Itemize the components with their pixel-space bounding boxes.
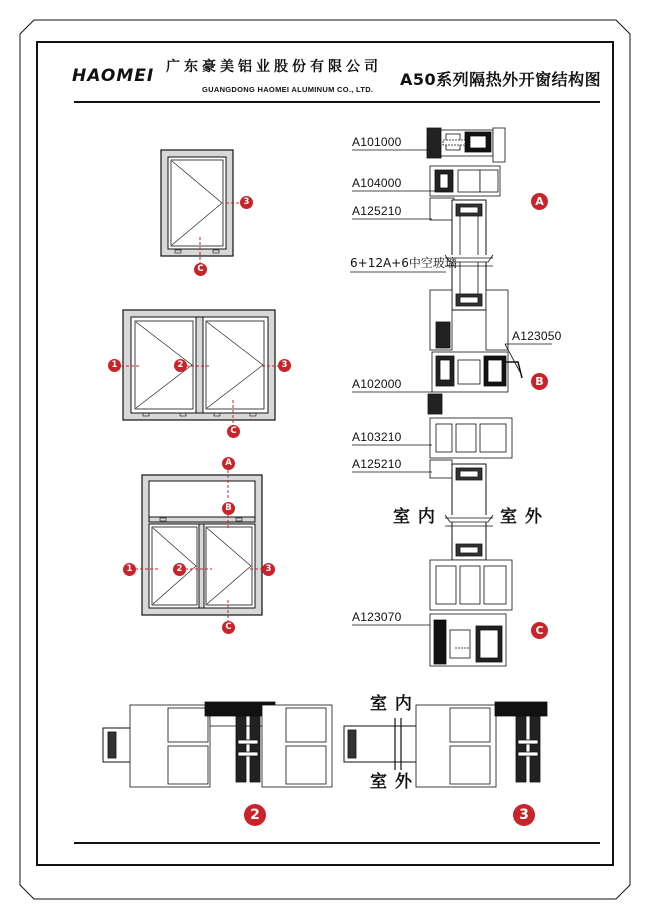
code-a125210-mid: A125210 <box>352 457 402 471</box>
code-a123070: A123070 <box>352 610 402 624</box>
vertical-section <box>427 128 522 666</box>
code-a125210-top: A125210 <box>352 204 402 218</box>
marker-a-elev3: A <box>222 457 235 470</box>
elevation-transom-casement <box>135 470 270 624</box>
marker-2-elev2: 2 <box>174 359 187 372</box>
indoor-label-horizontal: 室 内 <box>370 694 413 714</box>
marker-3-horizontal: 3 <box>513 804 535 826</box>
horizontal-section <box>103 702 547 787</box>
marker-c-elev1: C <box>194 263 207 276</box>
marker-2-horizontal: 2 <box>244 804 266 826</box>
marker-3-elev1: 3 <box>240 196 253 209</box>
code-a102000: A102000 <box>352 377 402 391</box>
marker-2-elev3: 2 <box>173 563 186 576</box>
glass-spec: 6+12A+6中空玻璃 <box>350 256 457 270</box>
marker-c-elev2: C <box>227 425 240 438</box>
outdoor-label-vertical: 室 外 <box>500 507 543 527</box>
code-a104000: A104000 <box>352 176 402 190</box>
indoor-label-vertical: 室 内 <box>393 507 436 527</box>
code-a123050: A123050 <box>512 329 562 343</box>
elevation-double-casement <box>116 310 286 428</box>
marker-3-elev3: 3 <box>262 563 275 576</box>
elevation-single-casement <box>161 150 240 264</box>
company-name-en: GUANGDONG HAOMEI ALUMINUM CO., LTD. <box>202 85 374 94</box>
outdoor-label-horizontal: 室 外 <box>370 772 413 792</box>
code-a103210: A103210 <box>352 430 402 444</box>
marker-3-elev2: 3 <box>278 359 291 372</box>
marker-a-section: A <box>531 193 548 210</box>
drawing-title: A50系列隔热外开窗结构图 <box>400 70 602 89</box>
company-name-cn: 广东豪美铝业股份有限公司 <box>166 59 382 75</box>
marker-1-elev3: 1 <box>123 563 136 576</box>
marker-b-elev3: B <box>222 502 235 515</box>
brand-logo: HAOMEI <box>72 66 155 86</box>
code-a101000: A101000 <box>352 135 402 149</box>
marker-1-elev2: 1 <box>108 359 121 372</box>
marker-c-section: C <box>531 622 548 639</box>
marker-b-section: B <box>531 373 548 390</box>
marker-c-elev3: C <box>222 621 235 634</box>
